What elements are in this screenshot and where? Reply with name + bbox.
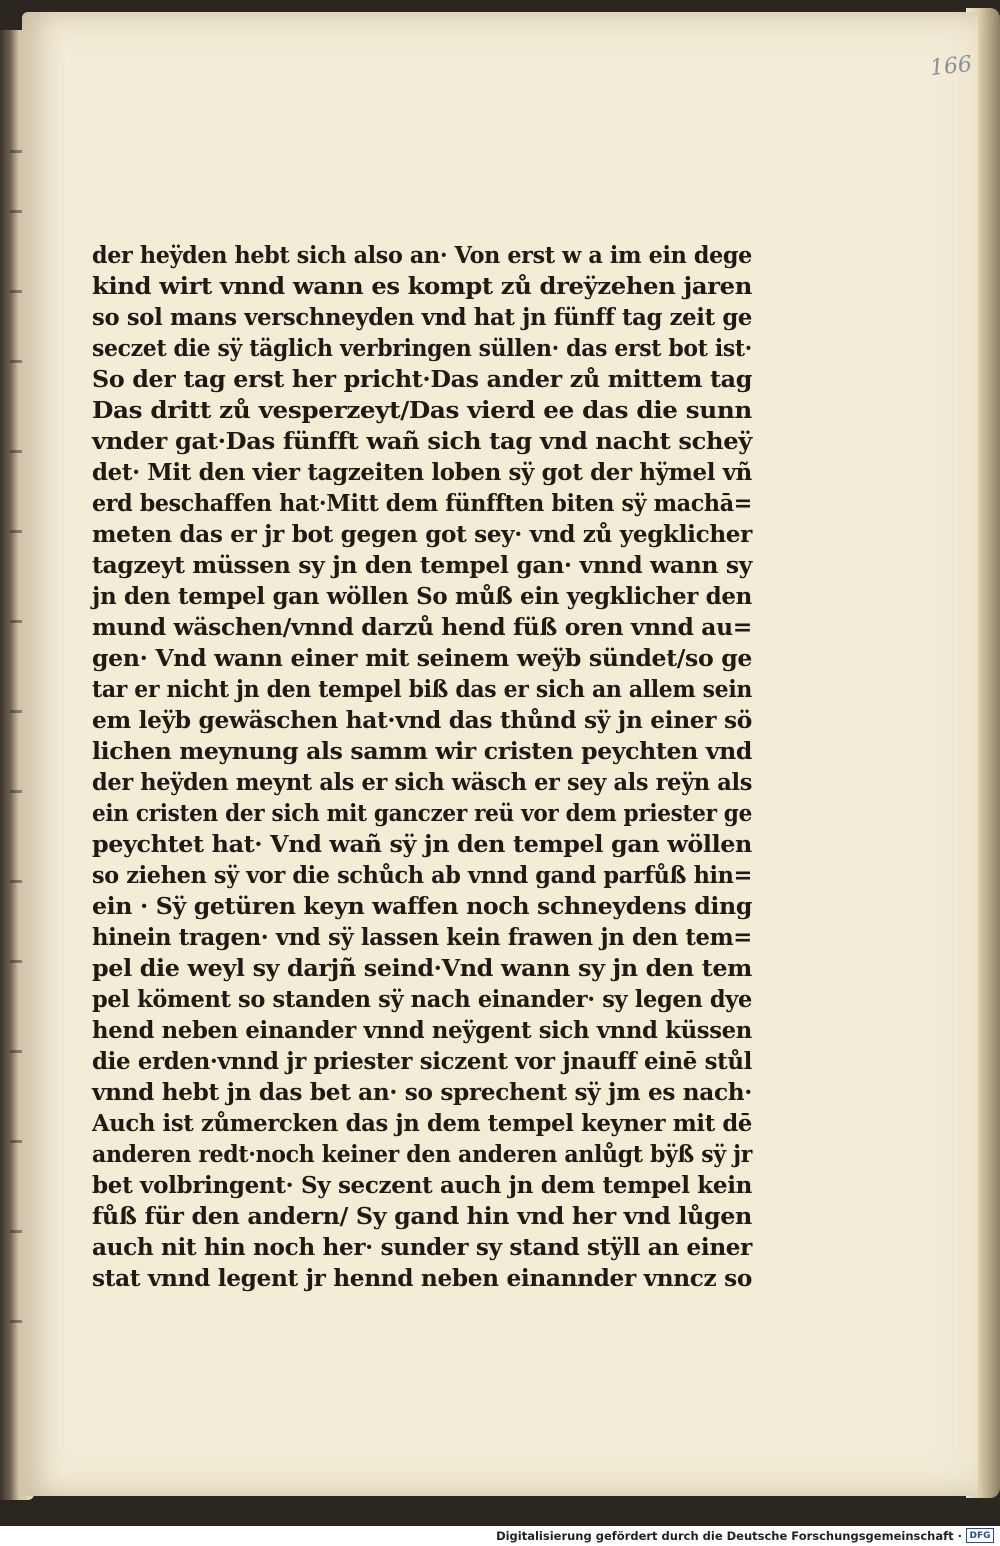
text-line	[92, 302, 752, 333]
text-line	[92, 674, 752, 705]
text-line-content: pel die weyl sy darjñ seind·Vnd wann sy jn den tem	[92, 954, 752, 982]
text-line	[92, 1263, 752, 1294]
text-line-content: bet volbringent· Sy seczent auch jn dem tempel kein	[92, 1171, 752, 1199]
text-line-content: anderen redt·noch keiner den anderen anlůgt bÿß sÿ jr	[92, 1140, 752, 1168]
text-line-content: kind wirt vnnd wann es kompt zů dreÿzehen jaren	[92, 272, 752, 300]
text-line-content: mund wäschen/vnnd darzů hend füß oren vnnd au=	[92, 613, 752, 641]
footer-bar	[0, 1526, 1000, 1546]
text-line-content: jn den tempel gan wöllen So můß ein yegklicher den	[92, 582, 752, 610]
digitization-credit: Digitalisierung gefördert durch die Deutsche Forschungsgemeinschaft ·	[496, 1529, 962, 1543]
text-line-content: det· Mit den vier tagzeiten loben sÿ got der hÿmel vñ	[92, 458, 752, 486]
text-line-content: peychtet hat· Vnd wañ sÿ jn den tempel gan wöllen	[92, 830, 753, 858]
folio-number: 166	[928, 51, 974, 82]
text-line-content: ein · Sÿ getüren keyn waffen noch schneydens ding	[92, 892, 752, 920]
text-line-content: stat vnnd legent jr hennd neben einannder vnncz so	[92, 1264, 752, 1292]
text-line-content: die erden·vnnd jr priester siczent vor jnauff einē stůl	[92, 1047, 752, 1075]
text-line	[92, 767, 752, 798]
text-line	[92, 1046, 752, 1077]
text-line-content: ein cristen der sich mit ganczer reü vor dem priester ge	[92, 799, 752, 827]
text-line	[92, 984, 752, 1015]
text-line	[92, 798, 752, 829]
text-line-content: pel köment so standen sÿ nach einander· sy legen dye	[92, 985, 752, 1013]
text-line	[92, 736, 752, 767]
text-line-content: hend neben einander vnnd neÿgent sich vnnd küssen	[92, 1016, 752, 1044]
text-line	[92, 891, 752, 922]
text-line-content: vnnd hebt jn das bet an· so sprechent sÿ jm es nach·	[92, 1078, 752, 1106]
text-line	[92, 1232, 752, 1263]
text-line-content: der heÿden meynt als er sich wäsch er sey als reÿn als	[92, 768, 752, 796]
text-line-content: Auch ist zůmercken das jn dem tempel keyner mit dē	[92, 1109, 752, 1137]
dfg-logo: DFG	[966, 1528, 994, 1543]
text-line	[92, 550, 752, 581]
text-line	[92, 1015, 752, 1046]
text-line	[92, 1139, 752, 1170]
text-line-content: der heÿden hebt sich also an· Von erst w a im ein dege	[92, 241, 752, 269]
text-line-content: meten das er jr bot gegen got sey· vnd zů yegklicher	[92, 520, 752, 548]
text-line	[92, 457, 752, 488]
text-line-content: Das dritt zů vesperzeyt/Das vierd ee das die sunn	[92, 396, 752, 424]
text-line-content: auch nit hin noch her· sunder sy stand stÿll an einer	[92, 1233, 752, 1261]
text-line	[92, 519, 752, 550]
text-line-content: gen· Vnd wann einer mit seinem weÿb sündet/so ge	[92, 644, 753, 672]
text-line-content: tar er nicht jn den tempel biß das er sich an allem sein	[92, 675, 752, 703]
text-line-content: fůß für den andern/ Sy gand hin vnd her vnd lůgen	[92, 1202, 752, 1230]
text-line-content: tagzeyt müssen sy jn den tempel gan· vnnd wann sy	[92, 551, 752, 579]
text-line	[92, 612, 752, 643]
text-line-content: em leÿb gewäschen hat·vnd das thůnd sÿ jn einer sö	[92, 706, 752, 734]
text-line	[92, 643, 752, 674]
text-line-content: so ziehen sÿ vor die schůch ab vnnd gand parfůß hin=	[92, 861, 752, 889]
text-line	[92, 395, 752, 426]
text-line	[92, 860, 752, 891]
text-line-content: So der tag erst her pricht·Das ander zů mittem tag	[92, 365, 752, 393]
text-line	[92, 271, 752, 302]
text-line	[92, 426, 752, 457]
text-line	[92, 705, 752, 736]
text-line	[92, 1170, 752, 1201]
text-block	[92, 240, 752, 1294]
text-line-content: so sol mans verschneyden vnd hat jn fünff tag zeit ge	[92, 303, 752, 331]
book-page	[22, 12, 978, 1496]
text-line	[92, 364, 752, 395]
text-line	[92, 829, 752, 860]
text-line	[92, 922, 752, 953]
text-line	[92, 488, 752, 519]
text-line-content: erd beschaffen hat·Mitt dem fünfften biten sÿ machā=	[92, 489, 752, 517]
text-line	[92, 240, 752, 271]
text-line	[92, 1108, 752, 1139]
text-line-content: seczet die sÿ täglich verbringen süllen· das erst bot ist·	[92, 334, 752, 362]
text-line	[92, 581, 752, 612]
text-line	[92, 1201, 752, 1232]
text-line-content: lichen meynung als samm wir cristen peychten vnd	[92, 737, 752, 765]
text-line-content: hinein tragen· vnd sÿ lassen kein frawen jn den tem=	[92, 923, 752, 951]
text-line	[92, 333, 752, 364]
text-line	[92, 1077, 752, 1108]
text-line-content: vnder gat·Das fünfft wañ sich tag vnd nacht scheÿ	[92, 427, 753, 455]
text-line	[92, 953, 752, 984]
